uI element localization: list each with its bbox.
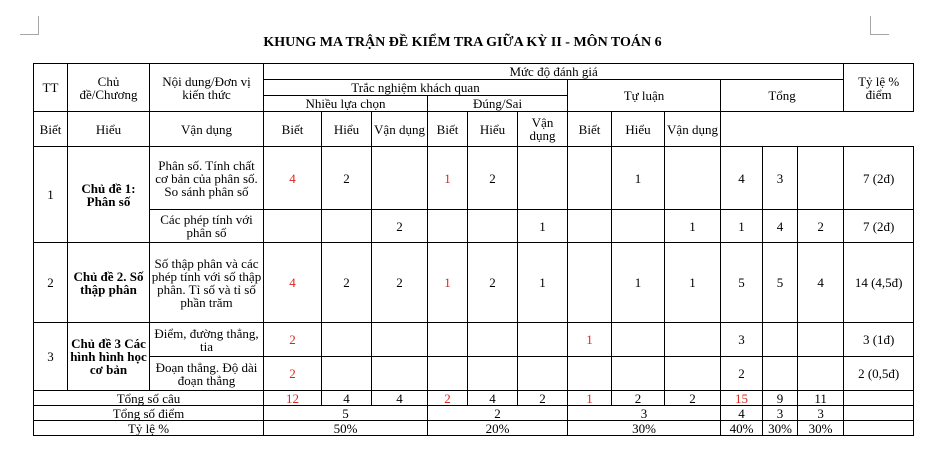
total-cell: 2 (665, 391, 721, 406)
cell-hieu (322, 210, 372, 243)
cell-biet: 4 (264, 147, 322, 210)
level-biet: Biết (264, 112, 322, 147)
cell-van-dung (798, 323, 844, 357)
cell-hieu: 2 (468, 147, 518, 210)
points-van-dung: 3 (798, 406, 844, 421)
row-noi-dung: Phân số. Tính chất cơ bản của phân số. So sánh phân số (150, 147, 264, 210)
cell-hieu (763, 357, 798, 391)
row-ty-le: 7 (2đ) (844, 147, 914, 210)
cell-van-dung: 1 (665, 243, 721, 323)
cell-van-dung (665, 323, 721, 357)
points-nhieu-lua-chon: 5 (264, 406, 428, 421)
cell-biet: 1 (428, 147, 468, 210)
cell-hieu (322, 357, 372, 391)
cell-hieu: 2 (322, 147, 372, 210)
cell-biet (428, 323, 468, 357)
cell-van-dung (372, 357, 428, 391)
total-cell: 1 (568, 391, 612, 406)
row-chu-de: Chủ đề 2. Số thập phân (68, 243, 150, 323)
cell-biet: 3 (721, 323, 763, 357)
total-points-row (34, 406, 914, 421)
row-tt: 1 (34, 147, 68, 243)
total-cell: 2 (518, 391, 568, 406)
row-chu-de: Chủ đề 3 Các hình hình học cơ bản (68, 323, 150, 391)
total-cell: 11 (798, 391, 844, 406)
row-noi-dung: Các phép tính với phân số (150, 210, 264, 243)
cell-van-dung: 2 (372, 243, 428, 323)
cell-hieu: 5 (763, 243, 798, 323)
total-cell: 2 (428, 391, 468, 406)
percent-biet: 40% (721, 421, 763, 436)
document-title: KHUNG MA TRẬN ĐỀ KIỂM TRA GIỮA KỲ II - MÔN TOÁN 6 (263, 35, 662, 50)
level-van-dung: Vận dụng (372, 112, 428, 147)
cell-hieu (468, 323, 518, 357)
header-ty-le: Tỷ lệ % điểm (844, 64, 914, 112)
row-noi-dung: Số thập phân và các phép tính với số thập phân. Tỉ số và tỉ số phần trăm (150, 243, 264, 323)
cell-hieu: 4 (763, 210, 798, 243)
table-row (34, 357, 914, 391)
cell-hieu (612, 323, 665, 357)
percent-dung-sai: 20% (428, 421, 568, 436)
level-van-dung: Vận dụng (665, 112, 721, 147)
cell-hieu (468, 357, 518, 391)
cell-biet (568, 210, 612, 243)
cell-biet: 2 (264, 323, 322, 357)
level-biet: Biết (568, 112, 612, 147)
total-cell-empty (844, 391, 914, 406)
table-row (34, 210, 914, 243)
percent-empty (844, 421, 914, 436)
cell-van-dung (665, 357, 721, 391)
percent-label: Tỷ lệ % (34, 421, 264, 436)
crop-mark-top-right (870, 16, 889, 35)
header-dung-sai: Đúng/Sai (428, 96, 568, 112)
row-ty-le: 2 (0,5đ) (844, 357, 914, 391)
row-ty-le: 3 (1đ) (844, 323, 914, 357)
points-hieu: 3 (763, 406, 798, 421)
cell-van-dung (798, 357, 844, 391)
points-empty (844, 406, 914, 421)
total-cell: 9 (763, 391, 798, 406)
cell-hieu: 2 (322, 243, 372, 323)
cell-hieu (612, 210, 665, 243)
points-dung-sai: 2 (428, 406, 568, 421)
header-chu-de: Chủ đề/Chương (68, 64, 150, 112)
cell-van-dung (665, 147, 721, 210)
total-cell: 4 (322, 391, 372, 406)
level-hieu: Hiểu (612, 112, 665, 147)
percent-row (34, 421, 914, 436)
total-cell: 4 (372, 391, 428, 406)
matrix-table (33, 63, 914, 436)
total-cell: 12 (264, 391, 322, 406)
row-ty-le: 14 (4,5đ) (844, 243, 914, 323)
cell-van-dung: 4 (798, 243, 844, 323)
cell-hieu (612, 357, 665, 391)
percent-tu-luan: 30% (568, 421, 721, 436)
cell-hieu: 1 (612, 243, 665, 323)
table-row (34, 323, 914, 357)
row-noi-dung: Điểm, đường thẳng, tia (150, 323, 264, 357)
header-muc-do: Mức độ đánh giá (264, 64, 844, 80)
cell-biet (264, 210, 322, 243)
cell-hieu: 2 (468, 243, 518, 323)
cell-biet (428, 357, 468, 391)
cell-biet (568, 357, 612, 391)
cell-biet: 4 (264, 243, 322, 323)
total-questions-label: Tổng số câu (34, 391, 264, 406)
level-hieu: Hiểu (322, 112, 372, 147)
cell-biet: 2 (264, 357, 322, 391)
percent-nhieu-lua-chon: 50% (264, 421, 428, 436)
total-cell: 4 (468, 391, 518, 406)
header-noi-dung: Nội dung/Đơn vị kiến thức (150, 64, 264, 112)
level-hieu: Hiểu (468, 112, 518, 147)
level-van-dung: Vận dụng (518, 112, 568, 147)
total-points-label: Tổng số điểm (34, 406, 264, 421)
total-cell: 15 (721, 391, 763, 406)
cell-biet: 2 (721, 357, 763, 391)
cell-hieu: 3 (763, 147, 798, 210)
cell-biet: 1 (568, 323, 612, 357)
cell-hieu: 1 (612, 147, 665, 210)
level-hieu: Hiểu (68, 112, 150, 147)
total-questions-row (34, 391, 914, 406)
cell-van-dung: 1 (665, 210, 721, 243)
row-tt: 3 (34, 323, 68, 391)
header-tu-luan: Tự luận (568, 80, 721, 112)
row-tt: 2 (34, 243, 68, 323)
percent-van-dung: 30% (798, 421, 844, 436)
cell-van-dung (372, 147, 428, 210)
level-header-row (34, 112, 914, 147)
header-tong: Tổng (721, 80, 844, 112)
cell-van-dung: 1 (518, 243, 568, 323)
header-tt: TT (34, 64, 68, 112)
cell-van-dung: 1 (518, 210, 568, 243)
points-tu-luan: 3 (568, 406, 721, 421)
cell-van-dung: 2 (798, 210, 844, 243)
cell-biet (568, 147, 612, 210)
cell-biet: 1 (428, 243, 468, 323)
cell-hieu (468, 210, 518, 243)
cell-biet: 4 (721, 147, 763, 210)
cell-van-dung (518, 147, 568, 210)
table-row (34, 147, 914, 210)
level-biet: Biết (34, 112, 68, 147)
percent-hieu: 30% (763, 421, 798, 436)
cell-biet: 5 (721, 243, 763, 323)
table-row (34, 243, 914, 323)
level-van-dung: Vận dụng (150, 112, 264, 147)
cell-van-dung (518, 323, 568, 357)
cell-biet (568, 243, 612, 323)
crop-mark-top-left (20, 16, 39, 35)
cell-van-dung: 2 (372, 210, 428, 243)
cell-van-dung (798, 147, 844, 210)
total-cell: 2 (612, 391, 665, 406)
points-biet: 4 (721, 406, 763, 421)
row-noi-dung: Đoạn thẳng. Độ dài đoạn thẳng (150, 357, 264, 391)
row-ty-le: 7 (2đ) (844, 210, 914, 243)
cell-van-dung (518, 357, 568, 391)
cell-biet: 1 (721, 210, 763, 243)
cell-hieu (763, 323, 798, 357)
cell-hieu (322, 323, 372, 357)
level-biet: Biết (428, 112, 468, 147)
header-nhieu-lua-chon: Nhiều lựa chọn (264, 96, 428, 112)
row-chu-de: Chủ đề 1: Phân số (68, 147, 150, 243)
header-trac-nghiem: Trắc nghiệm khách quan (264, 80, 568, 96)
cell-biet (428, 210, 468, 243)
cell-van-dung (372, 323, 428, 357)
